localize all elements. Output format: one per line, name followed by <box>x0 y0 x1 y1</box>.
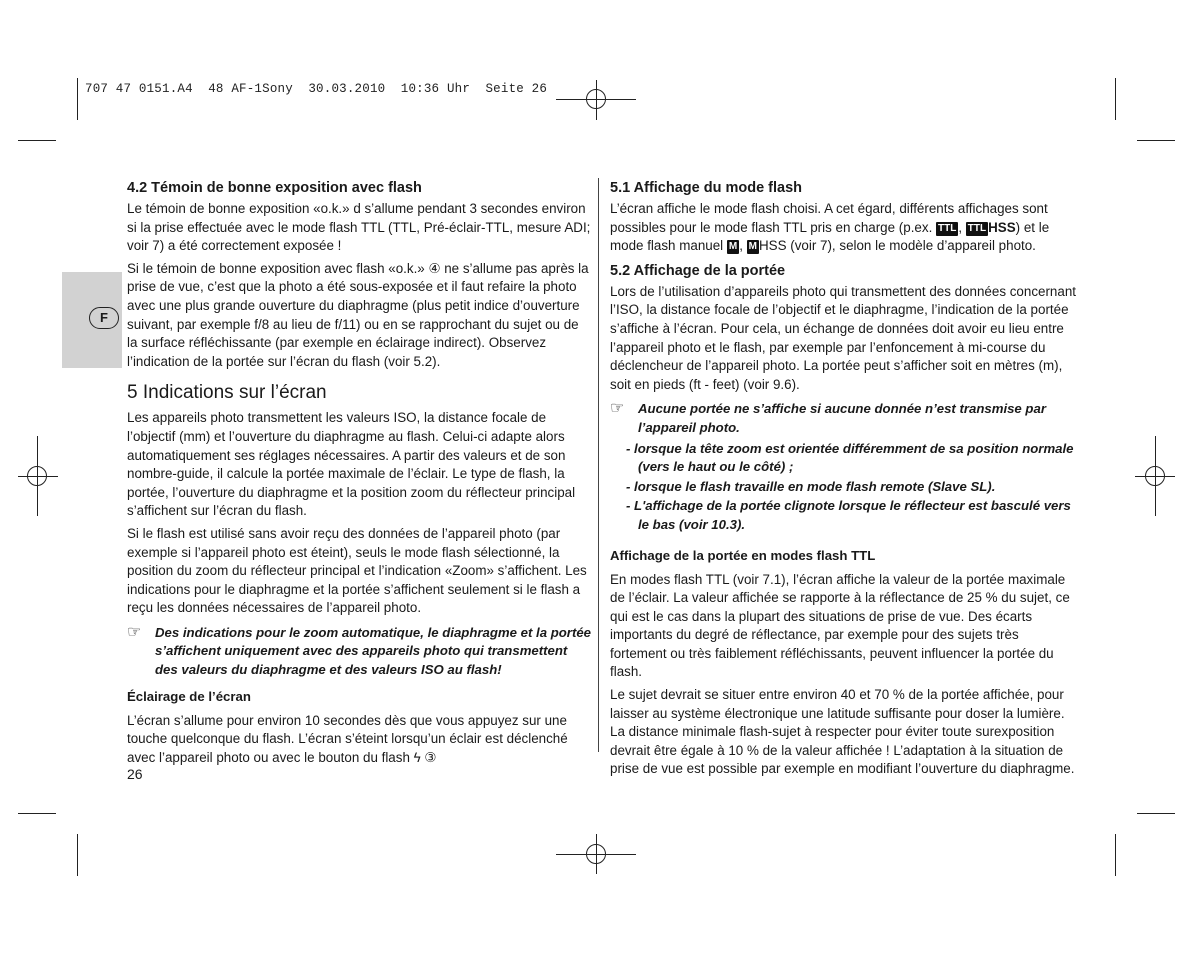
column-rule <box>598 178 599 752</box>
list-item: - lorsque la tête zoom est orientée différemment de sa position normale (vers le haut ou le côté) ; <box>626 440 1074 475</box>
hss-label: HSS <box>988 219 1016 235</box>
crop-mark <box>18 140 56 141</box>
text-run: , <box>739 238 747 254</box>
subsection-title: Éclairage de l’écran <box>127 688 251 704</box>
ttl-badge: TTL <box>938 222 957 234</box>
m-badge: M <box>728 241 738 253</box>
language-tab-letter: F <box>89 307 119 329</box>
crop-mark <box>77 834 78 876</box>
paragraph: Le témoin de bonne exposition «o.k.» d s’allume pendant 3 secondes environ si la prise effectuée avec le mode flash TTL (TTL, Pré-éclair-TTL, mesure ADI; voir 7) a été correctement exposée ! <box>127 201 591 254</box>
section-5-2-title: 5.2 Affichage de la portée <box>610 262 786 279</box>
subsection-title: Affichage de la portée en modes flash TTL <box>610 547 876 563</box>
crop-mark <box>1137 140 1175 141</box>
paragraph: L’écran s’allume pour environ 10 secondes dès que vous appuyez sur une touche quelconque du flash. L’écran s’éteint lorsqu’un éclair est déclenché avec l’appareil photo ou avec le bouton du flash ϟ ③ <box>127 712 568 765</box>
note-text: Aucune portée ne s’affiche si aucune donnée n’est transmise par l’appareil photo. <box>638 401 1046 435</box>
paragraph: Les appareils photo transmettent les valeurs ISO, la distance focale de l’objectif (mm) et l’ouverture du diaphragme au flash. Celui-ci adapte alors automatiquement ses réglages nécessaires. A partir des valeurs et de son nombre-guide, il calcule la portée maximale de l’éclair. Le type de flash, la portée, l’ouverture du diaphragme et la position zoom du réflecteur principal s’affichent sur l’écran du flash. <box>127 410 576 519</box>
paragraph: Si le témoin de bonne exposition avec flash «o.k.» ④ ne s’allume pas après la prise de vue, c’est que la photo a été sous-exposée et il faut refaire la photo avec une plus grande ouverture du diaphragme (plus petit indice d’ouverture suivant, par exemple f/8 au lieu de f/11) ou en se rapprochant du sujet ou de la surface réfléchissante (par exemple en éclairage indirect). Observez l’indication de la portée sur l’écran du flash (voir 5.2). <box>127 260 589 369</box>
paragraph: Lors de l’utilisation d’appareils photo qui transmettent des données concernant l’ISO, la distance focale de l’objectif et le diaphragme, l’indication de la portée s’affiche à l’écran. Pour cela, un échange de données doit avoir eu lieu entre l’appareil photo et le flash, par exemple par l’enfoncement à mi-course du déclencheur de l’appareil photo. La portée peut s’afficher soit en mètres (m), soit en pieds (ft - feet) (voir 9.6). <box>610 283 1076 392</box>
text-run: HSS (voir 7), selon le modèle d’appareil photo. <box>759 238 1036 254</box>
print-header: 707 47 0151.A4 48 AF-1Sony 30.03.2010 10:36 Uhr Seite 26 <box>85 82 548 96</box>
paragraph <box>610 200 1076 256</box>
section-5-1-title: 5.1 Affichage du mode flash <box>610 180 803 196</box>
registration-circle <box>586 89 606 109</box>
note-text: Des indications pour le zoom automatique, le diaphragme et la portée s’affichent uniquement avec des appareils photo qui transmettent des valeurs du diaphragme et des valeurs ISO au flash! <box>155 624 591 678</box>
list-item: - lorsque le flash travaille en mode flash remote (Slave SL). <box>626 478 996 494</box>
list-item: - L'affichage de la portée clignote lorsque le réflecteur est basculé vers le bas (voir 10.3). <box>626 498 1071 532</box>
pointing-hand-icon: ☞ <box>127 623 142 641</box>
right-column <box>610 179 1076 783</box>
paragraph: Le sujet devrait se situer entre environ 40 et 70 % de la portée affichée, pour laisser au système électronique une latitude suffisante pour doser la lumière. La distance minimale flash-sujet à respecter pour éviter toute surexposition devrait être égale à 10 % de la valeur affichée ! L’adaptation à la situation de prise de vue est possible par exemple en modifiant l’ouverture du diaphragme. <box>610 687 1075 777</box>
page-number: 26 <box>127 766 143 782</box>
crop-mark <box>18 813 56 814</box>
paragraph: Si le flash est utilisé sans avoir reçu des données de l’appareil photo (par exemple si l’appareil photo est éteint), seuls le mode flash sélectionné, la position du zoom du réflecteur principal et l’indication «Zoom» s’affichent. Les indications pour le diaphragme et la portée s’affichent seulement si le flash a reçu les données nécessaires de l’appareil photo. <box>127 525 587 616</box>
text-run: , <box>958 219 966 235</box>
crop-mark <box>1115 78 1116 120</box>
note-list <box>626 440 1076 535</box>
left-column <box>127 179 591 771</box>
pointing-hand-icon: ☞ <box>610 400 625 418</box>
text-run: ) et le mode flash manuel <box>610 219 1050 254</box>
note <box>610 400 1076 437</box>
section-4-2-title: 4.2 Témoin de bonne exposition avec flash <box>127 180 422 196</box>
m-badge: M <box>748 241 758 253</box>
section-5-title: 5 Indications sur l’écran <box>127 382 327 404</box>
paragraph: En modes flash TTL (voir 7.1), l’écran affiche la valeur de la portée maximale de l’éclair. La valeur affichée se rapporte à la réflectance de 25 % du sujet, ce qui est le cas dans la plupart des situations de prise de vue. Des écarts importants du degré de réflectance, par exemple pour des sujets très fortement ou très faiblement réfléchissants, peuvent influencer la portée du flash. <box>610 571 1070 680</box>
ttl-badge: TTL <box>967 222 987 234</box>
crop-mark <box>77 78 78 120</box>
crop-mark <box>1137 813 1175 814</box>
text-run: L’écran affiche le mode flash choisi. A cet égard, différents affichages sont possibles pour le mode flash TTL pris en charge (p.ex. <box>610 201 1048 235</box>
registration-circle <box>1145 466 1165 486</box>
registration-circle <box>586 844 606 864</box>
registration-circle <box>27 466 47 486</box>
note <box>127 624 591 680</box>
crop-mark <box>1115 834 1116 876</box>
